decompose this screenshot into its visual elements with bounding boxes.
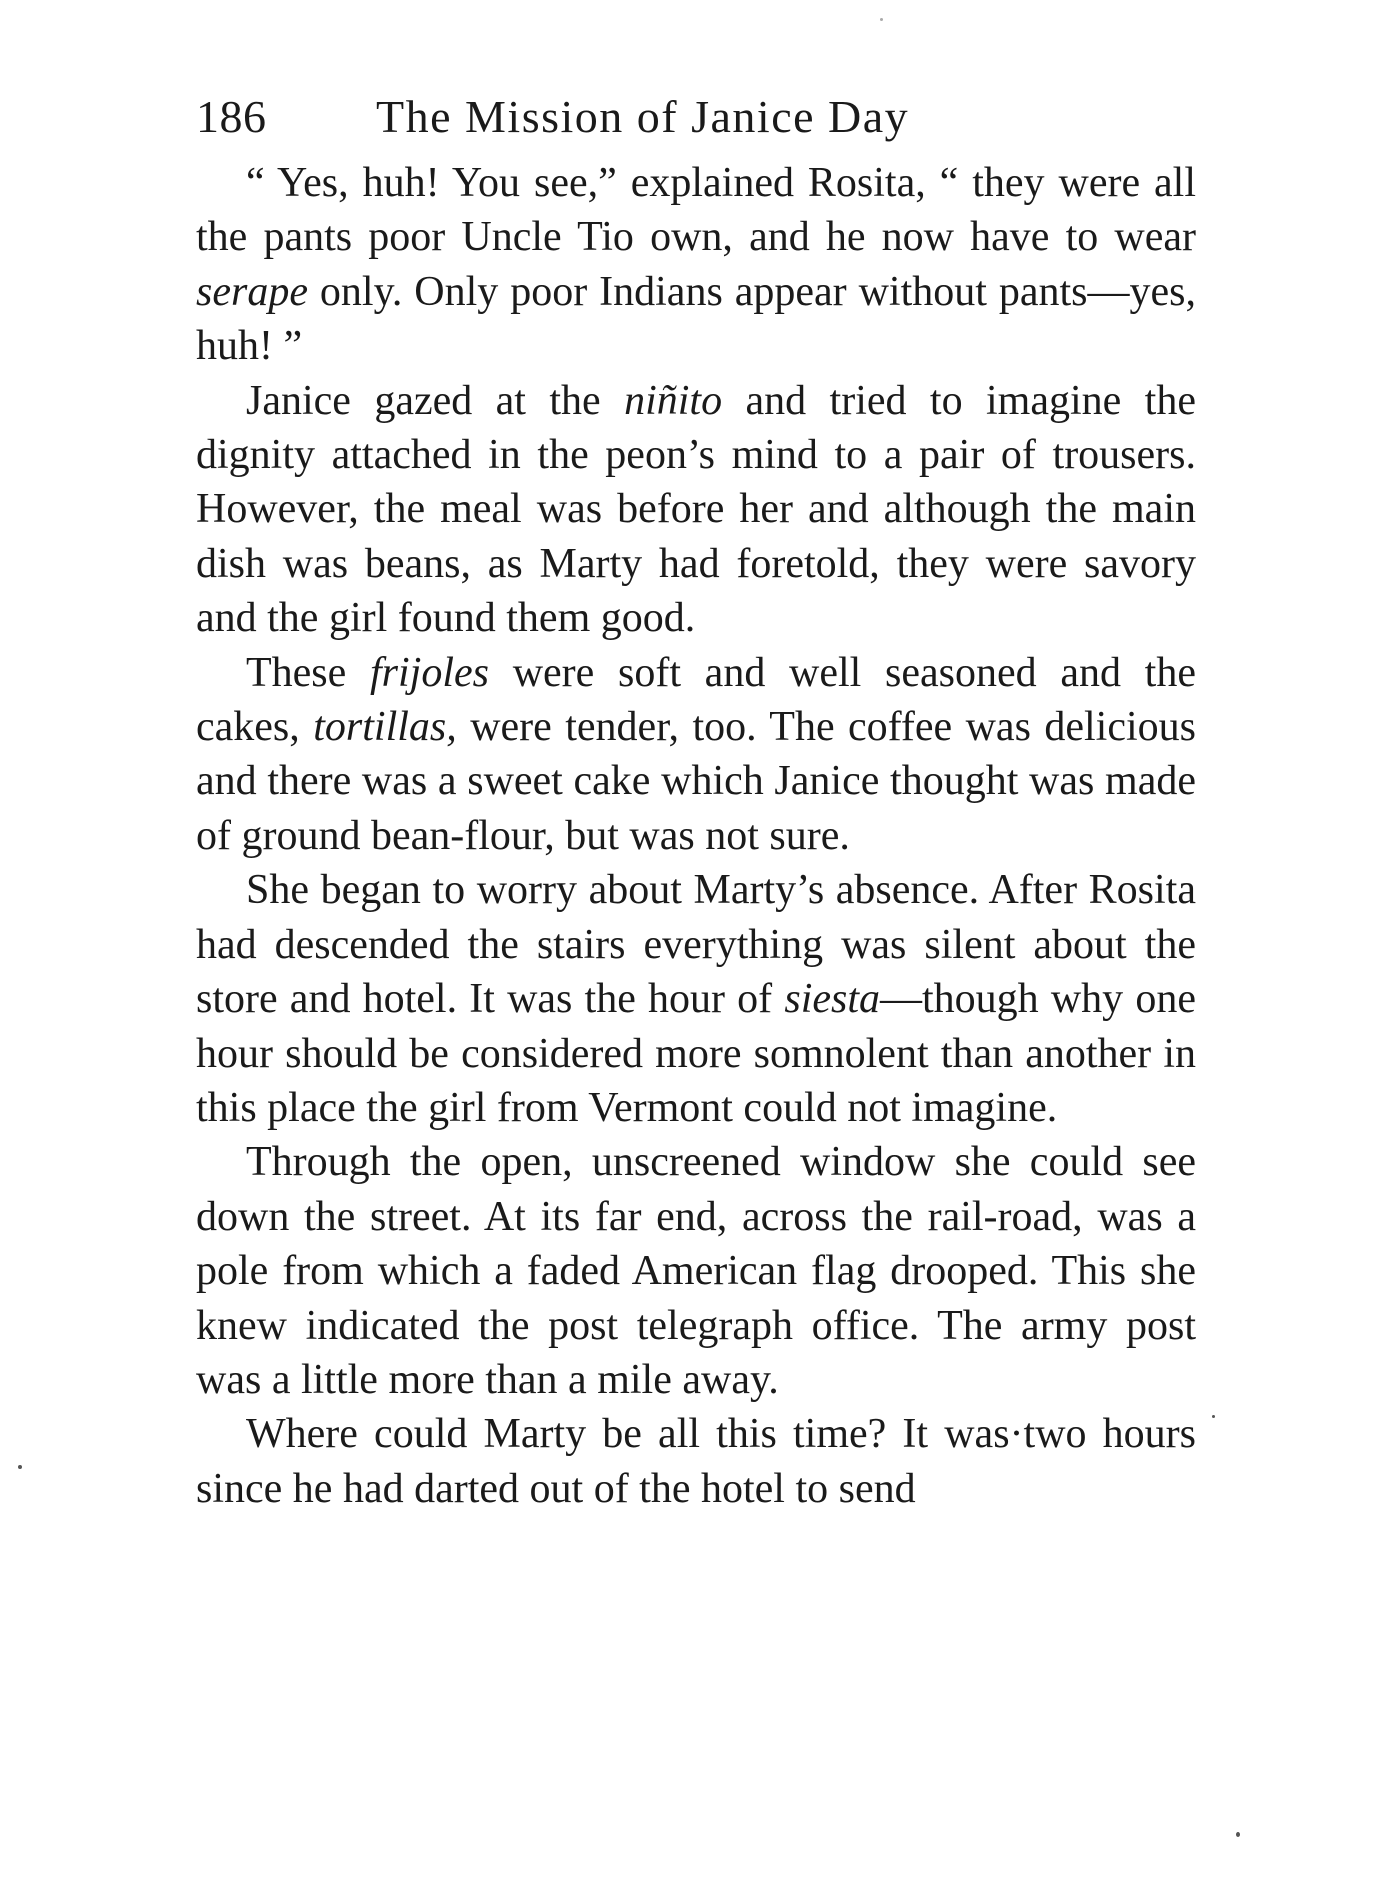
text-run: were soft and well seasoned and the cakes, <box>196 649 1196 751</box>
text-run: —though why one hour should be considered more somnolent than another in this place the girl from Vermont could not imagine. <box>196 976 1196 1131</box>
italic-text-run: frijoles <box>369 649 489 696</box>
scan-speck <box>1212 1415 1215 1418</box>
text-run: She began to worry about Marty’s absence. After Rosita had descended the stairs everything was silent about the store and hotel. It was the hour of <box>196 867 1196 1023</box>
italic-text-run: tortillas, <box>313 704 457 751</box>
text-run: Where could Marty be all this time? It was·two hours since he had darted out of the hotel to send <box>196 1411 1196 1512</box>
text-run: and tried to imagine the dignity attached in the peon’s mind to a pair of trousers. However, the meal was before her and although the main dish was beans, as Marty had foretold, they were savory and the girl found them good. <box>196 377 1196 642</box>
italic-text-run: serape <box>196 268 308 315</box>
paragraph <box>196 374 1196 646</box>
text-run: Through the open, unscreened window she could see down the street. At its far end, across the rail-road, was a pole from which a faded American flag drooped. This she knew indicated the post telegraph office. The army post was a little more than a mile away. <box>196 1139 1196 1403</box>
text-run: Janice gazed at the <box>246 377 625 424</box>
text-run: were tender, too. The coffee was delicious and there was a sweet cake which Janice thought was made of ground bean-flour, but was not sure. <box>196 704 1196 859</box>
italic-text-run: niñito <box>624 377 723 424</box>
paragraph <box>196 156 1196 374</box>
paragraph <box>196 1407 1196 1516</box>
paragraph <box>196 863 1196 1135</box>
scan-speck <box>1236 1832 1240 1837</box>
paragraph <box>196 1135 1196 1407</box>
text-run: “ Yes, huh! You see,” explained Rosita, “ they were all the pants poor Uncle Tio own, and he now have to wear <box>196 160 1196 261</box>
book-page <box>196 78 1196 1516</box>
page-number: 186 <box>196 91 267 142</box>
text-run: These <box>246 649 370 696</box>
page-header <box>196 78 1196 156</box>
italic-text-run: siesta <box>784 976 881 1023</box>
paragraph <box>196 646 1196 864</box>
body-text <box>196 156 1196 1516</box>
text-run: only. Only poor Indians appear without pants—yes, huh! ” <box>196 268 1196 370</box>
scan-speck <box>880 18 883 21</box>
scan-speck <box>18 1465 22 1469</box>
running-title: The Mission of Janice Day <box>376 91 910 142</box>
